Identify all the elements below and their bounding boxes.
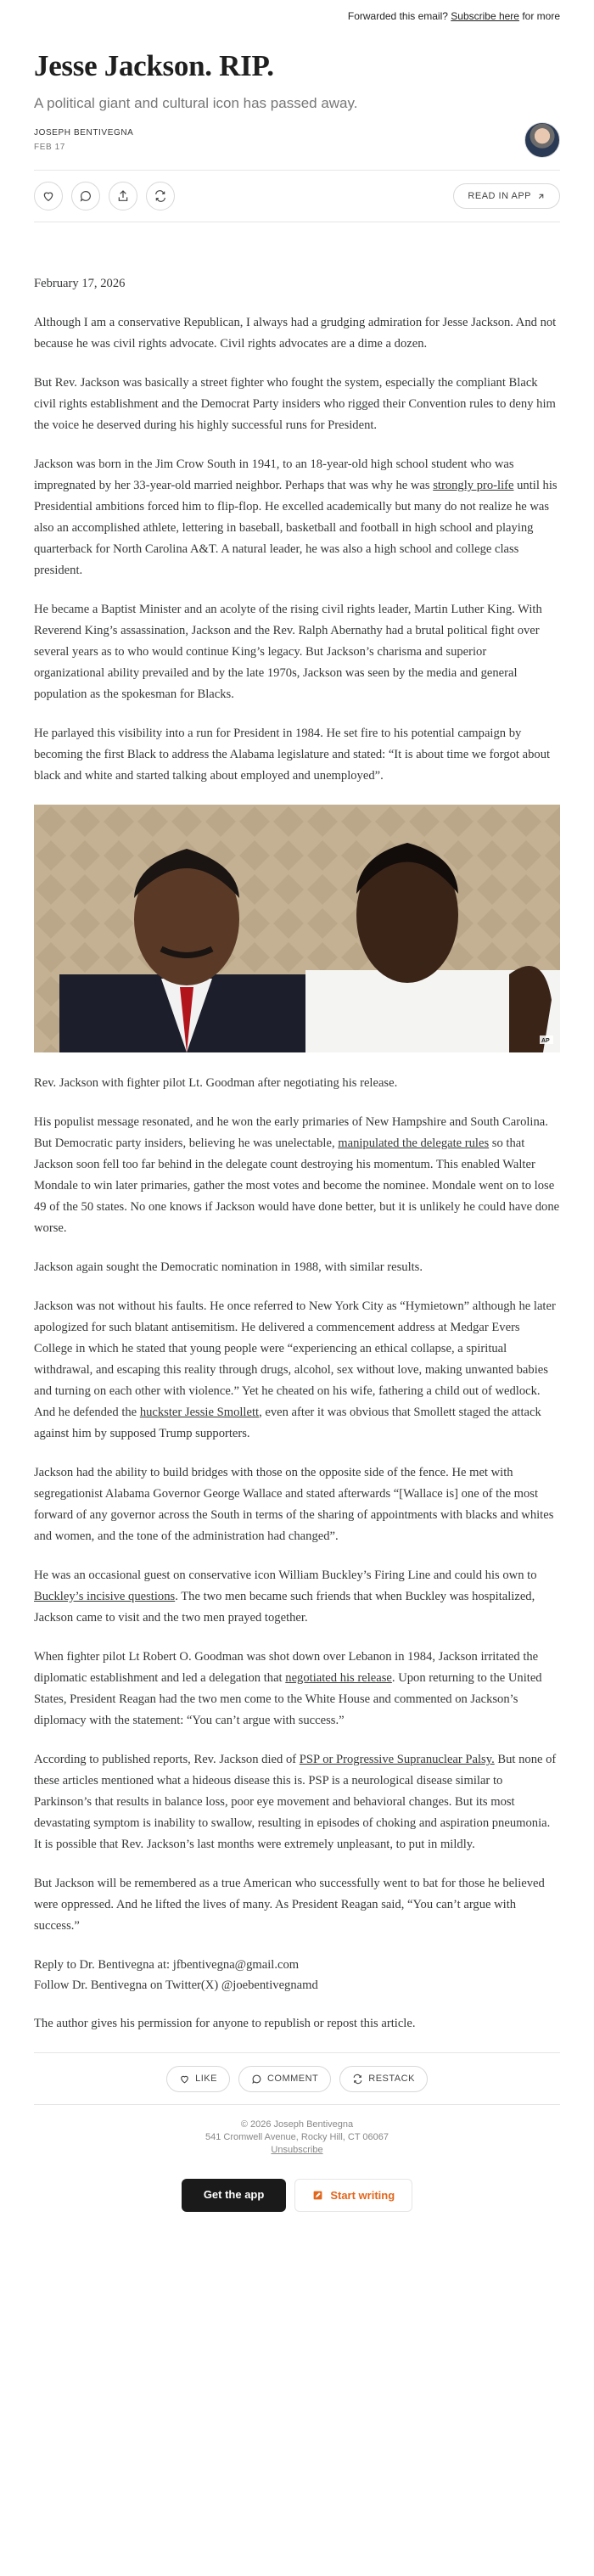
release-link[interactable]: negotiated his release <box>285 1671 392 1685</box>
paragraph: But Rev. Jackson was basically a street fighter who fought the system, especially the compliant Black civil rights establishment and the Democrat Party insiders who rigged their Convention rules to deny him the voice he deserved during his highly successful runs for President. <box>34 376 556 432</box>
paragraph-text: Jackson was not without his faults. He once referred to New York City as “Hymietown” although he later apologized for such blatant antisemitism. He delivered a commencement address at Medgar Evers College in which he stated that young people were “experiencing an ethical collapse, a spiritual withdrawal, and escaping this reality through drugs, alcohol, sex without love, making unwanted babies and turning on each other with violence.” Yet he cheated on his wife, fathering a child out of wedlock. And he defended the <box>34 1299 556 1419</box>
paragraph <box>34 1565 560 1629</box>
paragraph <box>34 1296 560 1445</box>
read-in-app-label: READ IN APP <box>468 191 531 201</box>
restack-icon <box>352 2074 363 2085</box>
paragraph-text: until his Presidential ambitions forced him to flip-flop. He excelled academically but many do not realize he was also an accomplished athlete, lettering in baseball, basketball and football in high school and playing quarterback for North Carolina A&T. A natural leader, he was also a high school and college class president. <box>34 479 558 577</box>
postal-address: 541 Cromwell Avenue, Rocky Hill, CT 06067 <box>205 2132 389 2142</box>
like-button[interactable] <box>34 182 63 210</box>
paragraph-text: , even after it was obvious that Smollett staged the attack against him by supposed Trump supporters. <box>34 1406 541 1440</box>
paragraph-text: . The two men became such friends that when Buckley was hospitalized, Jackson came to visit and the two men prayed together. <box>34 1590 535 1625</box>
reply-block <box>34 1955 560 1995</box>
share-icon <box>116 189 130 203</box>
delegate-rules-link[interactable]: manipulated the delegate rules <box>338 1136 490 1150</box>
paragraph-text: Jackson was born in the Jim Crow South in 1941, to an 18-year-old high school student who was impregnated by her 33-year-old married neighbor. Perhaps that was why he was <box>34 457 514 492</box>
paragraph: He parlayed this visibility into a run for President in 1984. He set fire to his potential campaign by becoming the first Black to address the Alabama legislature and stated: “It is about time we forgot about black and white and started talking about employed and unemployed”. <box>34 727 551 783</box>
restack-pill-button[interactable] <box>339 2066 428 2092</box>
post-action-bar <box>34 170 560 222</box>
photo-illustration <box>34 805 560 1052</box>
subscribe-link[interactable]: Subscribe here <box>451 10 519 22</box>
heart-icon <box>179 2074 190 2085</box>
paragraph <box>34 1647 560 1731</box>
paragraph-text: According to published reports, Rev. Jackson died of <box>34 1753 300 1766</box>
copyright: © 2026 Joseph Bentivegna <box>240 2119 354 2130</box>
paragraph-text: His populist message resonated, and he won the early primaries of New Hampshire and South Carolina. But Democratic party insiders, believing he was unelectable, <box>34 1115 548 1150</box>
pen-icon <box>312 2190 323 2201</box>
restack-label: RESTACK <box>368 2074 415 2084</box>
paragraph <box>34 454 560 581</box>
unsubscribe-link[interactable]: Unsubscribe <box>271 2145 323 2155</box>
share-button[interactable] <box>109 182 137 210</box>
start-writing-button[interactable] <box>294 2179 412 2212</box>
forward-banner <box>0 0 594 31</box>
comment-pill-button[interactable] <box>238 2066 331 2092</box>
heart-icon <box>42 189 55 203</box>
follow-twitter-line: Follow Dr. Bentivegna on Twitter(X) @joebentivegnamd <box>34 1978 318 1992</box>
start-writing-label: Start writing <box>330 2189 395 2202</box>
bottom-action-bar <box>34 2052 560 2105</box>
paragraph <box>34 1112 560 1239</box>
like-label: LIKE <box>195 2074 217 2084</box>
date-line: February 17, 2026 <box>34 277 126 290</box>
author-avatar[interactable] <box>524 122 560 158</box>
reply-email-line: Reply to Dr. Bentivegna at: jfbentivegna@gmail.com <box>34 1958 300 1972</box>
paragraph: He became a Baptist Minister and an acolyte of the rising civil rights leader, Martin Luther King. With Reverend King’s assassination, Jackson and the Rev. Ralph Abernathy had a brutal political fight over several years as to who would continue King’s legacy. But Jackson’s charisma and superior organizational ability prevailed and by the late 1970s, Jackson was seen by the media and general population as the spokesman for Blacks. <box>34 603 542 701</box>
paragraph-text: When fighter pilot Lt Robert O. Goodman was shot down over Lebanon in 1984, Jackson irritated the diplomatic establishment and led a delegation that <box>34 1650 539 1685</box>
article-photo[interactable] <box>34 805 560 1052</box>
restack-button[interactable] <box>146 182 175 210</box>
psp-link[interactable]: PSP or Progressive Supranuclear Palsy. <box>299 1753 495 1766</box>
paragraph: Jackson again sought the Democratic nomination in 1988, with similar results. <box>34 1260 423 1274</box>
paragraph: Although I am a conservative Republican, I always had a grudging admiration for Jesse Jackson. And not because he was civil rights advocate. Civil rights advocates are a dime a dozen. <box>34 316 557 351</box>
post-container <box>34 49 560 2212</box>
email-footer <box>34 2119 560 2157</box>
like-pill-button[interactable] <box>166 2066 230 2092</box>
post-subtitle: A political giant and cultural icon has passed away. <box>34 95 358 111</box>
post-date: FEB 17 <box>34 143 65 152</box>
comment-button[interactable] <box>71 182 100 210</box>
read-in-app-button[interactable] <box>453 183 560 209</box>
byline <box>34 122 560 158</box>
paragraph <box>34 1749 560 1855</box>
paragraph-text: . Upon returning to the United States, President Reagan had the two men come to the White House and commented on Jackson’s diplomacy with the statement: “You can’t argue with success.” <box>34 1671 542 1727</box>
arrow-up-right-icon <box>536 192 546 201</box>
paragraph-text: He was an occasional guest on conservative icon William Buckley’s Firing Line and could his own to <box>34 1569 537 1582</box>
photo-watermark: AP <box>541 1038 550 1044</box>
paragraph-text: But none of these articles mentioned what a hideous disease this is. PSP is a neurological disease similar to Parkinson’s that results in balance loss, poor eye movement and behavioral changes. But its most devastating symptom is inability to swallow, resulting in episodes of choking and aspiration pneumonia. It is possible that Rev. Jackson’s last months were extremely unpleasant, to put in mildly. <box>34 1753 557 1851</box>
smollett-link[interactable]: huckster Jessie Smollett <box>139 1406 260 1419</box>
buckley-link[interactable]: Buckley’s incisive questions <box>34 1590 176 1603</box>
restack-icon <box>154 189 167 203</box>
cta-row <box>34 2179 560 2212</box>
forward-suffix: for more <box>518 10 560 22</box>
get-app-button[interactable]: Get the app <box>182 2179 287 2212</box>
forward-prefix: Forwarded this email? <box>347 10 451 22</box>
pro-life-link[interactable]: strongly pro-life <box>433 479 514 492</box>
photo-caption: Rev. Jackson with fighter pilot Lt. Goodman after negotiating his release. <box>34 1076 398 1090</box>
author-name[interactable]: JOSEPH BENTIVEGNA <box>34 128 134 137</box>
comment-icon <box>79 189 92 203</box>
comment-icon <box>251 2074 262 2085</box>
paragraph-text: so that Jackson soon fell too far behind in the delegate count destroying his momentum. This enabled Walter Mondale to win later primaries, gather the most votes and become the nominee. Mondale went on to lose 49 of the 50 states. No one knows if Jackson would have done better, but it is unlikely he could have done worse. <box>34 1136 560 1235</box>
paragraph: The author gives his permission for anyone to republish or repost this article. <box>34 2017 416 2030</box>
paragraph: But Jackson will be remembered as a true American who successfully went to bat for those he believed were oppressed. And he lifted the lives of many. As President Reagan said, “You can’t argue with success.” <box>34 1877 545 1933</box>
paragraph: Jackson had the ability to build bridges with those on the opposite side of the fence. He met with segregationist Alabama Governor George Wallace and stated afterwards “[Wallace is] one of the most forward of any governor across the South in terms of the sharing of appointments with blacks and whites and women, and the tone of the administration had changed”. <box>34 1466 554 1543</box>
post-body <box>34 273 560 2034</box>
post-title[interactable]: Jesse Jackson. RIP. <box>34 49 274 82</box>
comment-label: COMMENT <box>266 2074 319 2084</box>
